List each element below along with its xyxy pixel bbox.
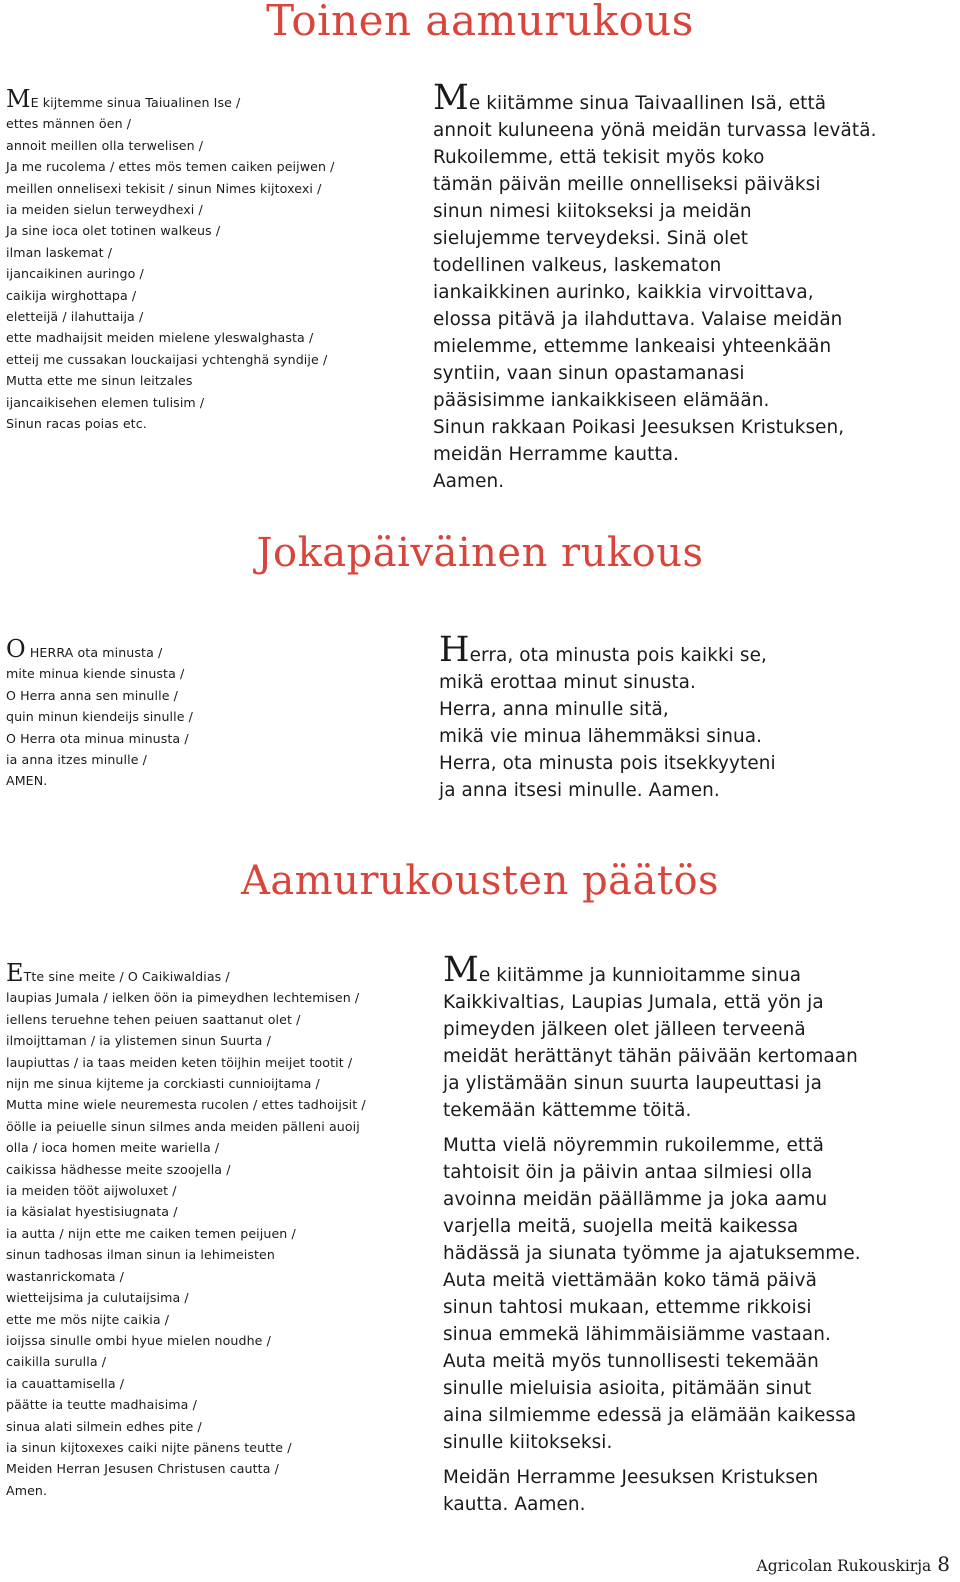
first-line: ME kijtemme sinua Taiualinen Ise / xyxy=(6,85,241,113)
paragraph-3 xyxy=(443,1464,861,1518)
old-text-aamurukousten-paatos xyxy=(6,959,366,1501)
text-line: O Herra ota minua minusta / xyxy=(6,730,189,746)
text-line: hädässä ja siunata työmme ja ajatuksemme. xyxy=(443,1243,861,1264)
text-line: meillen onnelisexi tekisit / sinun Nimes kijtoxexi / xyxy=(6,180,322,196)
section-title-jokapaivainen-rukous: Jokapäiväinen rukous xyxy=(256,530,704,576)
modern-text-jokapaivainen-rukous xyxy=(439,630,776,804)
text-line: ia cauattamisella / xyxy=(6,1375,125,1391)
text-line: Aamen. xyxy=(433,471,505,492)
text-line: tämän päivän meille onnelliseksi päiväksi xyxy=(433,174,821,195)
text-line: ijancaikisehen elemen tulisim / xyxy=(6,394,205,410)
text-line: Herra, ota minusta pois itsekkyyteni xyxy=(439,753,776,774)
text-line: wastanrickomata / xyxy=(6,1268,124,1284)
text-line: tekemään kättemme töitä. xyxy=(443,1100,692,1121)
text-line: ja anna itsesi minulle. Aamen. xyxy=(439,780,720,801)
text-line: ilman laskemat / xyxy=(6,244,113,260)
modern-text-aamurukousten-paatos xyxy=(443,950,861,1518)
text-line: kautta. Aamen. xyxy=(443,1494,586,1515)
text-line: AMEN. xyxy=(6,773,48,789)
text-line: caikija wirghottapa / xyxy=(6,287,137,303)
text-line: Herra, anna minulle sitä, xyxy=(439,699,669,720)
text-line: Auta meitä viettämään koko tämä päivä xyxy=(443,1270,817,1291)
text-line: avoinna meidän päällämme ja joka aamu xyxy=(443,1189,828,1210)
text-line: syntiin, vaan sinun opastamanasi xyxy=(433,363,745,384)
text-line: sinulle mieluisia asioita, pitämään sinut xyxy=(443,1378,812,1399)
page-number: 8 xyxy=(937,1552,950,1576)
text-line: ioijssa sinulle ombi hyue mielen noudhe / xyxy=(6,1332,271,1348)
text-line: annoit meillen olla terwelisen / xyxy=(6,137,204,153)
text-line: ette me mös nijte caikia / xyxy=(6,1311,170,1327)
first-line: ETte sine meite / O Caikiwaldias / xyxy=(6,959,230,987)
text-line: aina silmiemme edessä ja elämään kaikessa xyxy=(443,1405,857,1426)
text-line: Ja me rucolema / ettes mös temen caiken peijwen / xyxy=(6,159,335,175)
text-line: O Herra anna sen minulle / xyxy=(6,687,179,703)
text-line: öölle ia peiuelle sinun silmes anda meiden pälleni auoij xyxy=(6,1118,360,1134)
old-text-jokapaivainen-rukous xyxy=(6,635,194,792)
text-line: sinun nimesi kiitokseksi ja meidän xyxy=(433,201,752,222)
drop-cap: M xyxy=(443,950,479,990)
text-line: quin minun kiendeijs sinulle / xyxy=(6,709,194,725)
drop-cap: M xyxy=(6,85,31,113)
drop-cap: M xyxy=(433,78,469,118)
drop-cap: E xyxy=(6,959,24,987)
text-line: iankaikkinen aurinko, kaikkia virvoittava, xyxy=(433,282,814,303)
text-line: Kaikkivaltias, Laupias Jumala, että yön ja xyxy=(443,992,824,1013)
text-line: Sinun racas poias etc. xyxy=(6,416,147,432)
first-line: Herra, ota minusta pois kaikki se, xyxy=(439,630,767,670)
text-line: nijn me sinua kijteme ja corckiasti cunnioijtama / xyxy=(6,1076,320,1092)
text-line: päätte ia teutte madhaisima / xyxy=(6,1397,197,1413)
text-line: sinulle kiitokseksi. xyxy=(443,1432,613,1453)
text-line: tahtoisit öin ja päivin antaa silmiesi olla xyxy=(443,1162,813,1183)
text-line: Mutta vielä nöyremmin rukoilemme, että xyxy=(443,1135,824,1156)
text-line: laupias Jumala / ielken öön ia pimeydhen lechtemisen / xyxy=(6,990,360,1006)
text-line: Meiden Herran Jesusen Christusen cautta / xyxy=(6,1461,279,1477)
text-line: ettes männen öen / xyxy=(6,116,132,132)
text-line: ia meiden tööt aijwoluxet / xyxy=(6,1183,177,1199)
first-line: Me kiitämme ja kunnioitamme sinua xyxy=(443,950,802,990)
book-title: Agricolan Rukouskirja xyxy=(756,1557,932,1575)
modern-text-toinen-aamurukous xyxy=(433,78,877,495)
first-line: Me kiitämme sinua Taivaallinen Isä, että xyxy=(433,78,827,118)
text-line: caikissa hädhesse meite szoojella / xyxy=(6,1161,231,1177)
text-line: annoit kuluneena yönä meidän turvassa levätä. xyxy=(433,120,877,141)
old-text-toinen-aamurukous xyxy=(6,85,335,435)
text-line: Amen. xyxy=(6,1482,48,1498)
text-line: ette madhaijsit meiden mielene yleswalghasta / xyxy=(6,330,314,346)
text-line: ilmoijttaman / ia ylistemen sinun Suurta / xyxy=(6,1033,271,1049)
text-line: elossa pitävä ja ilahduttava. Valaise meidän xyxy=(433,309,843,330)
text-line: ijancaikinen auringo / xyxy=(6,266,144,282)
text-line: wietteijsima ja culutaijsima / xyxy=(6,1290,189,1306)
text-line: ia anna itzes minulle / xyxy=(6,752,148,768)
paragraph-gap xyxy=(443,1124,861,1132)
text-line: iellens teruehne tehen peiuen saattanut olet / xyxy=(6,1011,301,1027)
text-line: sielujemme terveydeksi. Sinä olet xyxy=(433,228,749,249)
text-line: sinua alati silmein edhes pite / xyxy=(6,1418,202,1434)
text-line: varjella meitä, suojella meitä kaikessa xyxy=(443,1216,799,1237)
text-line: ia käsialat hyestisiugnata / xyxy=(6,1204,178,1220)
text-line: mikä vie minua lähemmäksi sinua. xyxy=(439,726,763,747)
text-line: ja ylistämään sinun suurta laupeuttasi ja xyxy=(443,1073,823,1094)
text-line: Mutta ette me sinun leitzales xyxy=(6,373,193,389)
text-line: mikä erottaa minut sinusta. xyxy=(439,672,696,693)
text-line: Auta meitä myös tunnollisesti tekemään xyxy=(443,1351,819,1372)
text-line: Mutta mine wiele neuremesta rucolen / ettes tadhoijsit / xyxy=(6,1097,366,1113)
text-line: caikilla surulla / xyxy=(6,1354,107,1370)
paragraph-2 xyxy=(443,1132,861,1456)
text-line: ia meiden sielun terweydhexi / xyxy=(6,202,203,218)
paragraph-1 xyxy=(443,950,861,1124)
paragraph-gap xyxy=(443,1456,861,1464)
text-line: Sinun rakkaan Poikasi Jeesuksen Kristuksen, xyxy=(433,417,845,438)
text-line: pimeyden jälkeen olet jälleen terveenä xyxy=(443,1019,806,1040)
text-line: ia autta / nijn ette me caiken temen peijuen / xyxy=(6,1225,296,1241)
text-line: mite minua kiende sinusta / xyxy=(6,666,185,682)
first-line: O HERRA ota minusta / xyxy=(6,635,163,663)
text-line: sinua emmekä lähimmäisiämme vastaan. xyxy=(443,1324,831,1345)
text-line: pääsisimme iankaikkiseen elämään. xyxy=(433,390,770,411)
text-line: sinun tadhosas ilman sinun ia lehimeisten xyxy=(6,1247,275,1263)
text-line: etteij me cussakan louckaijasi ychtenghä syndije / xyxy=(6,351,328,367)
text-line: Ja sine ioca olet totinen walkeus / xyxy=(6,223,221,239)
text-line: olla / ioca homen meite wariella / xyxy=(6,1140,220,1156)
drop-cap: H xyxy=(439,630,470,670)
drop-cap: O xyxy=(6,635,26,663)
page-footer xyxy=(757,1552,950,1576)
text-line: meidän Herramme kautta. xyxy=(433,444,680,465)
text-line: meidät herättänyt tähän päivään kertomaan xyxy=(443,1046,858,1067)
text-line: ia sinun kijtoxexes caiki nijte pänens teutte / xyxy=(6,1439,292,1455)
text-line: mielemme, ettemme lankeaisi yhteenkään xyxy=(433,336,832,357)
section-title-toinen-aamurukous: Toinen aamurukous xyxy=(266,0,694,45)
text-line: Meidän Herramme Jeesuksen Kristuksen xyxy=(443,1467,819,1488)
section-title-aamurukousten-paatos: Aamurukousten päätös xyxy=(240,858,720,904)
text-line: eletteijä / ilahuttaija / xyxy=(6,309,144,325)
text-line: Rukoilemme, että tekisit myös koko xyxy=(433,147,765,168)
text-line: sinun tahtosi mukaan, ettemme rikkoisi xyxy=(443,1297,812,1318)
text-line: todellinen valkeus, laskematon xyxy=(433,255,722,276)
text-line: laupiuttas / ia taas meiden keten töijhin meijet tootit / xyxy=(6,1054,353,1070)
